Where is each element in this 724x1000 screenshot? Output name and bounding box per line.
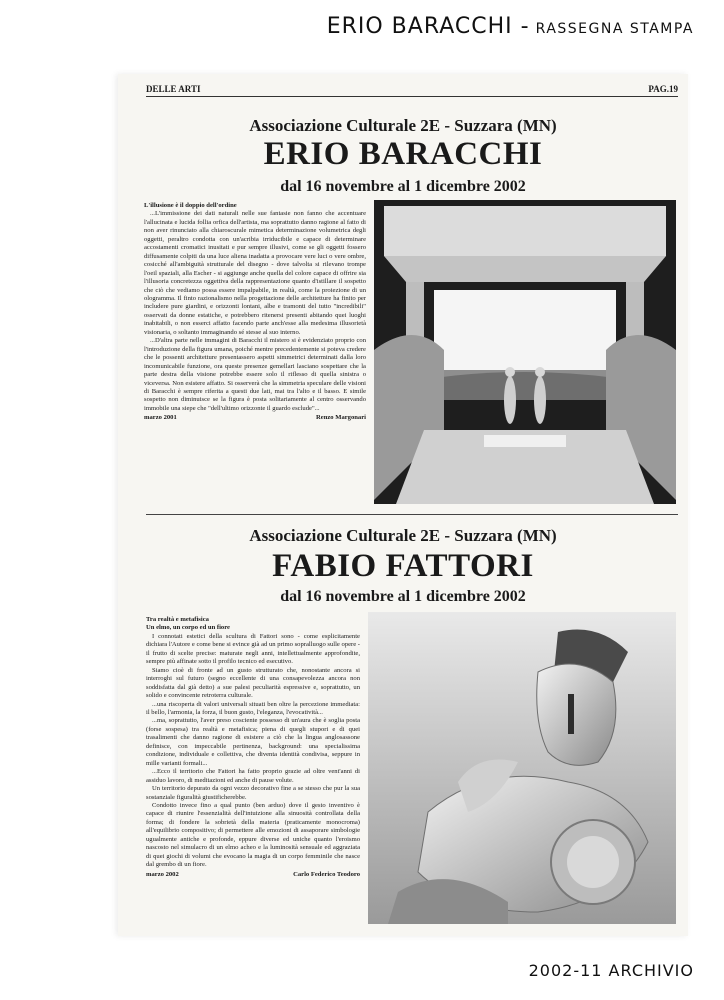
article2-paragraph: Un territorio depurato da ogni vezzo decorativo fine a se stesso che pur la sua sostanziale figuralità giustificherebbe.: [146, 785, 360, 801]
running-header: [146, 84, 678, 97]
archive-masthead: [327, 14, 694, 39]
fattori-sculpture-image: [368, 612, 676, 924]
article2-date: marzo 2002: [146, 870, 179, 878]
article2-association: Associazione Culturale 2E - Suzzara (MN): [249, 526, 557, 545]
article2-paragraph: Condotto invece fino a qual punto (ben arduo) dove il gesto inventivo è capace di riunire l'essenzialità dell'intuizione alla sinuosità controllata della forma; di fondere la sobrietà della materia (praticamente monocroma) all'equilibrio compositivo; di permettere alle emozioni di assaporare simbologie ugualmente antiche e profonde, eppure diverse ed uniche quanto l'eroismo nascosto nel simulacro di un elmo acheo e la luminosità sensuale ed aggraziata di quei giochi di volumi che evocano la magia di un corpo femminile che nasce dal grembo di un fiore.: [146, 801, 360, 869]
newspaper-page: [118, 74, 688, 936]
article2-paragraph: ...ma, soprattutto, l'aver preso cosciente possesso di un'aura che è soglia posta (forse sospesa) tra realtà e metafisica; piena di quegli stupori e di quei trasalimenti che danno ragione di esistere a ciò che la lingua anglosassone definisce, con impeccabile pertinenza, background: una specialissima condizione, individuale e collettiva, che diventa identità condivisa, seppure in mille varianti formali...: [146, 717, 360, 767]
article2-artist-name: FABIO FATTORI: [272, 548, 534, 584]
page-number: PAG.19: [648, 84, 678, 94]
article2-dates: dal 16 novembre al 1 dicembre 2002: [280, 588, 526, 605]
article2-signature: [146, 871, 360, 879]
article2-author: Carlo Federico Teodoro: [293, 870, 360, 878]
article1-signature: [144, 414, 366, 422]
article1-artist-name: ERIO BARACCHI: [263, 136, 543, 172]
article2-text: [146, 616, 360, 928]
article1-kicker: L'illusione è il doppio dell'ordine: [144, 202, 237, 209]
article2-paragraph: Siamo cioè di fronte ad un gusto strutturato che, nonostante ancora si interroghi sul futuro (segno eccellente di una consapevolezza ancora non soddisfatta dal già detto) a sue palesi peculiarità espressive e, soprattutto, un solido e convincente retroterra culturale.: [146, 666, 360, 700]
masthead-title: ERIO BARACCHI -: [326, 14, 530, 39]
article2-kicker: Tra realtà e metafisica: [146, 616, 209, 623]
article1-paragraph: ...D'altra parte nelle immagini di Baracchi il mistero si è evidenziato proprio con l'introduzione della figura umana, poiché mentre precedentemente si poteva credere che le possenti architetture presentassero aspetti simmetrici determinati dalla loro incomunicabile funzione, ora queste presenze gemellari lasciano sospettare che la parte destra della visione potrebbe essere solo il riflesso di quella sinistra o viceversa. Non esistere affatto. Si osserverà che la simmetria speculare delle visioni di Baracchi è sempre riferita a questi due lati, mai tra l'alto e il basso. E simile sospetto non diminuisce se la figura è posta solitariamente al centro osservando immobile una siepe che "dell'ultimo orizzonte il guardo esclude"...: [144, 337, 366, 412]
publication-name: DELLE ARTI: [146, 84, 201, 94]
archive-footer: 2002-11 ARCHIVIO: [528, 961, 694, 980]
masthead-subtitle: RASSEGNA STAMPA: [535, 21, 694, 37]
article1-dates: dal 16 novembre al 1 dicembre 2002: [280, 178, 526, 195]
article2-paragraph: ...una riscoperta di valori universali situati ben oltre la percezione immediata: il bello, l'armonia, la forza, il buon gusto, l'eleganza, l'evocatività...: [146, 700, 360, 716]
article1-paragraph: ...L'immissione dei dati naturali nelle sue fantasie non fanno che accentuare l'allucinata e lucida follia orfica dell'artista, ma soprattutto danno ragione al fatto di non aver rinunciato alla chiaroscurale mimetica determinazione volumetrica degli oggetti, peraltro condotta con un'acribia irriducibile e capace di determinare accostamenti cromatici inusitati e pur sempre illusivi, come se gli oggetti fossero diffusamente colpiti da una luce aliena inadatta a provocare vere luci o vere ombre, cosicché all'ambiguità strutturale del disegno - dove talvolta si rilevano trompe l'oeil spaziali, alla Escher - si aggiunge anche quella del colore capace di offrire sia l'illusoria concretezza oggettiva della rappresentazione quanto d'istillare il sospetto che ciò che vediamo possa essere impalpabile, in realtà, come la proiezione di un ologramma. Il finto razionalismo nella progettazione delle architetture ha finito per includere pure giardini, e orizzonti lontani, albe e tramonti del tutto "incredibili" osservati da donne estatiche, e potrebbero ritenersi presenti abitando quei luoghi inabitabili, o non esserci affatto facendo parte anch'esse alla medesima illusorietà visionaria, o soltanto immaginando sé stesse al suo interno.: [144, 210, 366, 336]
article2-subkicker: Un elmo, un corpo ed un fiore: [146, 624, 230, 632]
article1-date: marzo 2001: [144, 414, 177, 422]
section-divider: [146, 514, 678, 515]
article2-paragraph: ...Ecco il territorio che Fattori ha fatto proprio grazie ad oltre vent'anni di assiduo lavoro, di meditazioni ed anche di pause volute.: [146, 768, 360, 784]
article1-author: Renzo Margonari: [316, 414, 366, 422]
baracchi-painting-image: [374, 200, 676, 504]
article2-paragraph: I connotati estetici della scultura di Fattori sono - come esplicitamente dichiara l'Autore e come bene si evince già ad un primo sopralluogo sulle opere - il frutto di scelte precise: maturate negli anni, intellettualmente approfondite, sempre più affinate sotto il profilo tecnico ed esecutivo.: [146, 632, 360, 666]
article1-association: Associazione Culturale 2E - Suzzara (MN): [249, 116, 557, 135]
article1-text: [144, 202, 366, 512]
